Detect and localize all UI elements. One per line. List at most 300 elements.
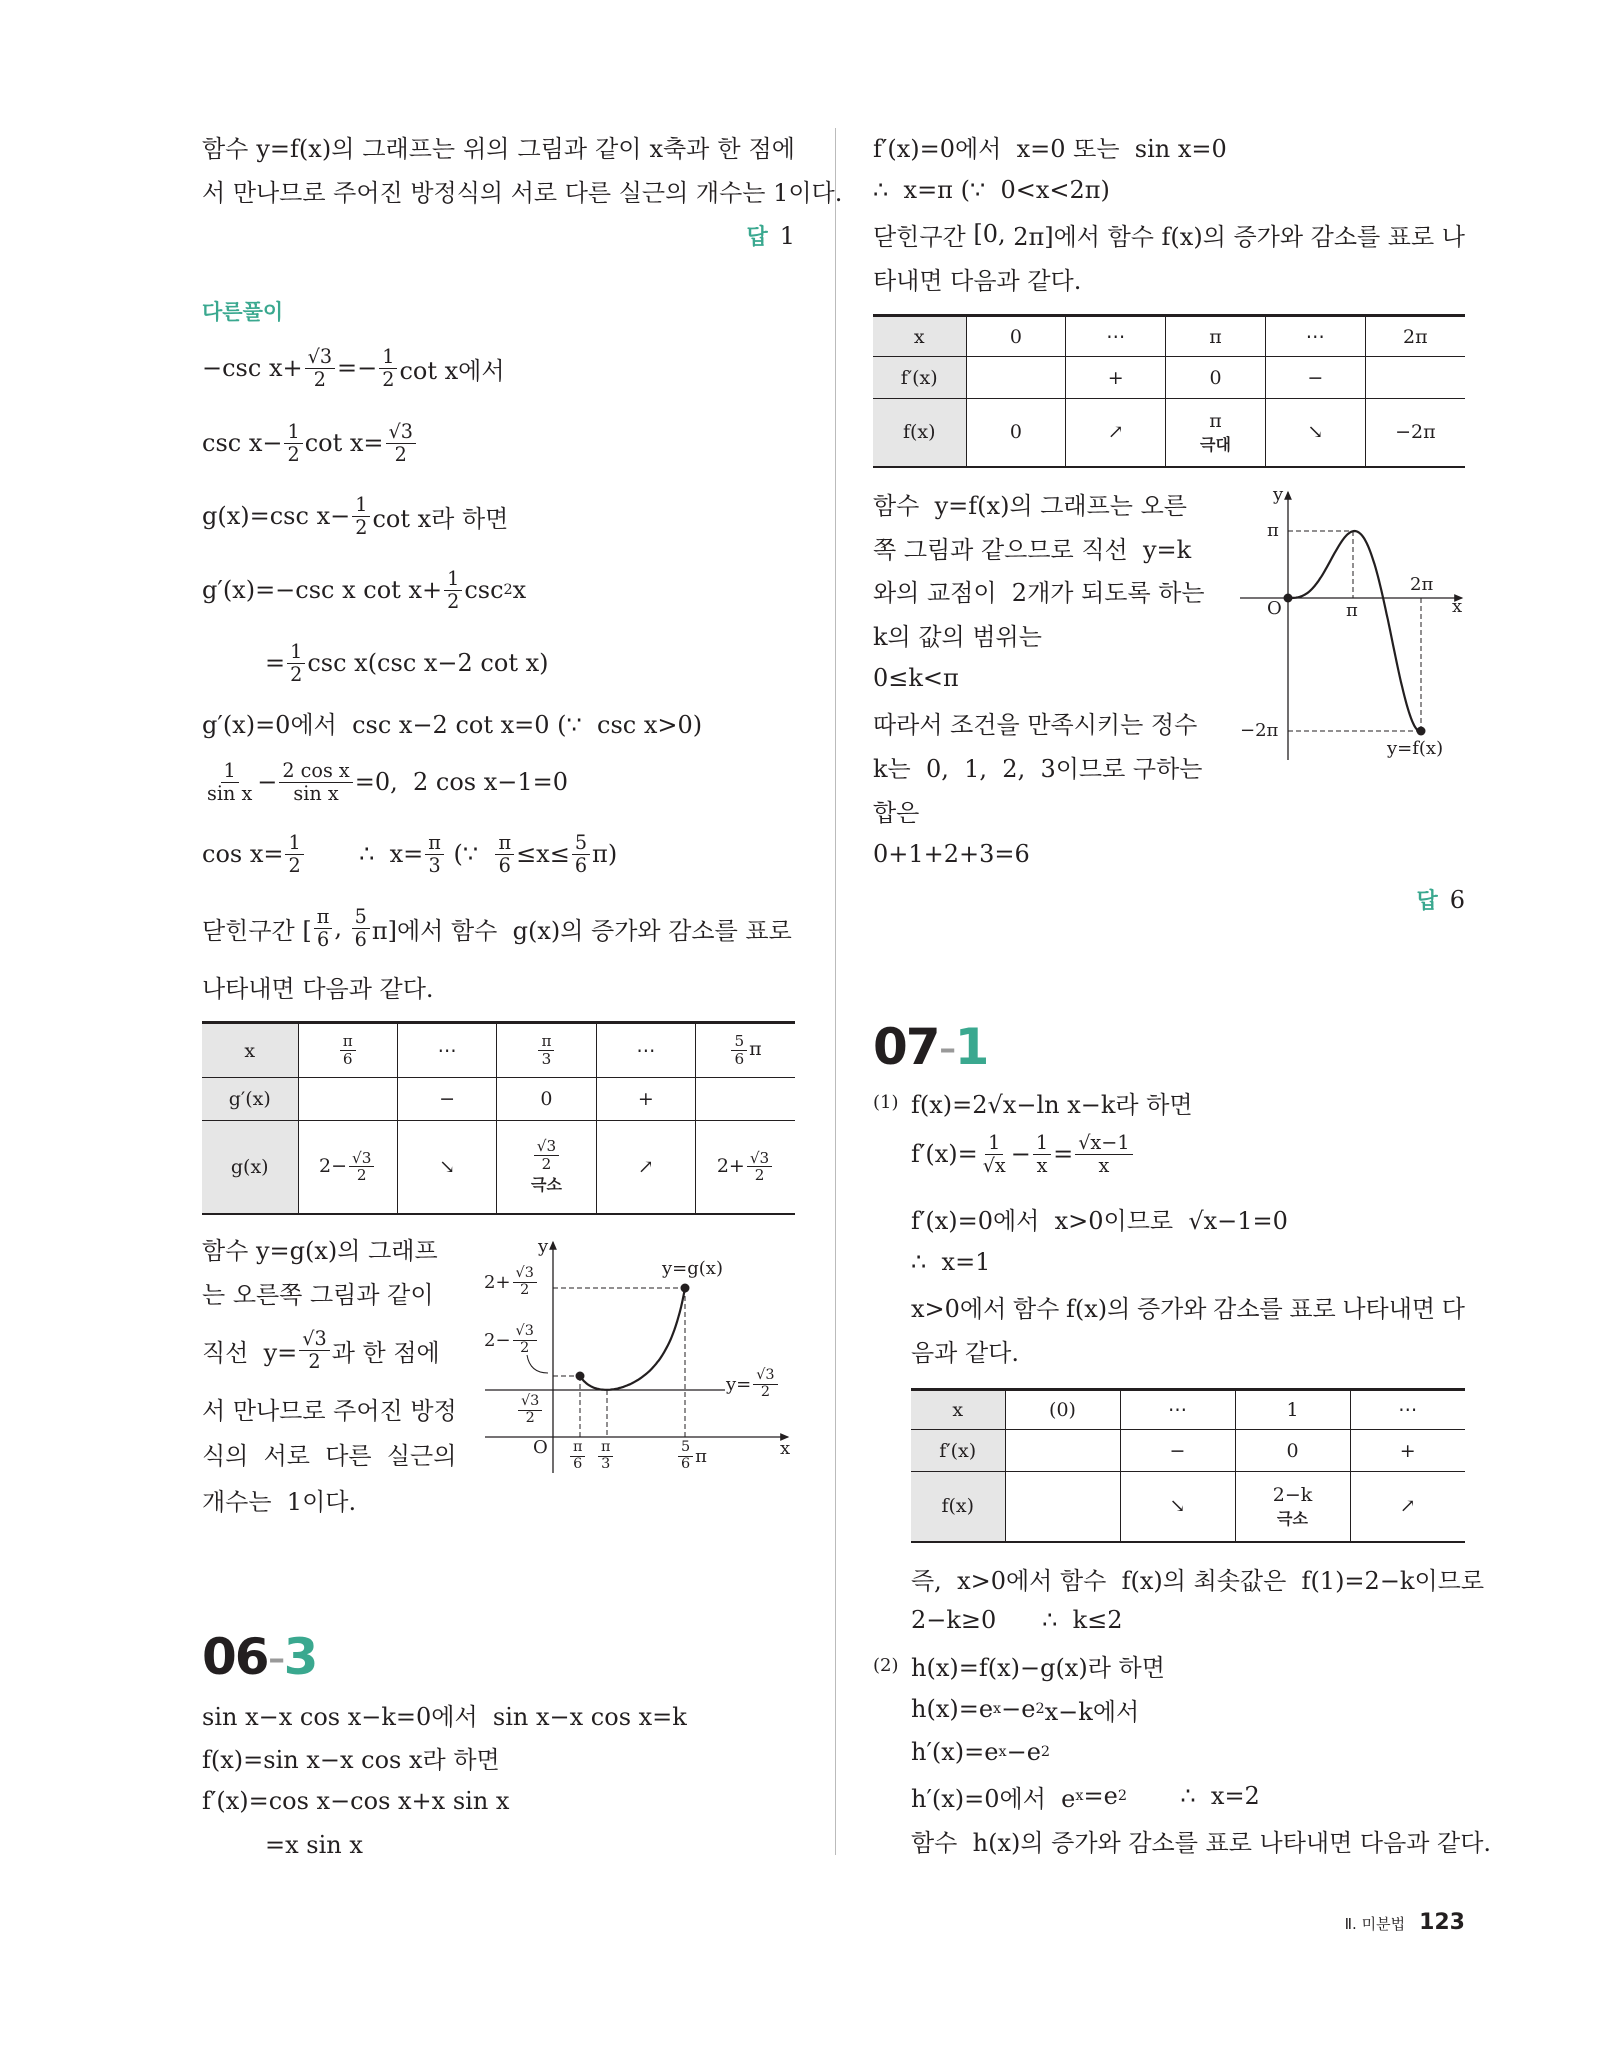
table-cell — [1005, 1472, 1120, 1542]
x-tick-2pi — [1410, 574, 1433, 595]
table-cell — [298, 1121, 397, 1214]
math-text: 6 — [342, 1050, 353, 1068]
fraction — [386, 421, 416, 464]
math-text: 3 — [541, 1050, 552, 1068]
math-text: −2π — [1240, 720, 1279, 741]
math-text: x — [512, 576, 527, 604]
math-text: y — [538, 1236, 549, 1257]
denominator — [284, 444, 302, 465]
math-text: ⋯ — [1168, 1399, 1187, 1421]
fraction — [352, 906, 370, 949]
text-line — [911, 1810, 1491, 1870]
denominator — [523, 1411, 538, 1427]
denominator — [517, 1341, 532, 1357]
extremum-label: 극소 — [1277, 1508, 1308, 1528]
fraction — [598, 1440, 613, 1473]
fraction — [305, 346, 335, 389]
math-text: √3 — [536, 1137, 557, 1156]
word: 감소를 — [1213, 1294, 1283, 1323]
math-text: 6 — [354, 927, 367, 951]
table-cell — [497, 1078, 596, 1121]
math-text: − — [1010, 1140, 1031, 1168]
word: 감소를 — [1310, 222, 1381, 251]
section-heading-06-3 — [202, 1628, 316, 1686]
word: 나 — [1441, 222, 1465, 251]
math-text: √3 — [521, 1393, 540, 1409]
word: 2π]에서 — [1013, 222, 1100, 251]
y-tick-pi — [1267, 520, 1279, 541]
fraction — [980, 1132, 1009, 1175]
math-text: f(x)=2√x−ln x−k라 하면 — [911, 1090, 1193, 1119]
fraction — [538, 1033, 554, 1067]
math-text: 2 — [760, 1383, 770, 1400]
line-label — [726, 1368, 780, 1401]
text-line — [873, 824, 1030, 884]
math-text: k는 0, 1, 2, 3이므로 구하는 — [873, 754, 1203, 783]
numerator — [279, 760, 352, 782]
numerator — [513, 1324, 537, 1341]
answer-value: 1 — [779, 221, 795, 250]
table-cell — [966, 316, 1066, 357]
numerator — [570, 1440, 585, 1457]
math-text: 서 만나므로 주어진 방정 — [202, 1396, 457, 1425]
table-cell — [1166, 399, 1266, 467]
math-text: 서 만나므로 주어진 방정식의 서로 다른 실근의 개수는 1이다. — [202, 178, 843, 207]
denominator — [354, 1167, 370, 1184]
math-text: = — [265, 649, 286, 677]
math-text: , — [334, 914, 350, 942]
math-text: x — [244, 1039, 256, 1062]
math-text: 6 — [681, 1455, 691, 1472]
y-tick-minus-2pi — [1240, 720, 1278, 741]
denominator — [1095, 1155, 1112, 1176]
numerator — [352, 494, 370, 516]
x-axis-label — [780, 1438, 790, 1459]
word: y=f(x)의 — [256, 134, 355, 163]
fraction — [425, 832, 444, 875]
table-cell — [1166, 357, 1266, 399]
denominator — [425, 855, 443, 876]
table-cell — [966, 357, 1066, 399]
denominator — [539, 1051, 555, 1068]
row-header-cell — [202, 1121, 298, 1214]
math-text: −e — [1001, 1695, 1036, 1723]
math-text: 2π — [1410, 574, 1434, 595]
text-line — [202, 1320, 440, 1380]
table-cell — [1120, 1472, 1235, 1542]
table-cell — [397, 1078, 496, 1121]
math-text: (0) — [1049, 1399, 1076, 1421]
math-text: 0≤k<π — [873, 664, 959, 692]
answer-6 — [1416, 884, 1465, 915]
denominator — [379, 369, 397, 390]
numerator — [305, 346, 335, 368]
table-cell — [1005, 1430, 1120, 1472]
superscript: x — [1075, 1788, 1084, 1804]
table-row — [873, 316, 1465, 357]
origin-label: O — [533, 1437, 548, 1458]
table-cell — [298, 1078, 397, 1121]
text-line — [873, 736, 1202, 796]
math-text: 따라서 조건을 만족시키는 정수 — [873, 710, 1198, 739]
fraction — [379, 346, 397, 389]
end-point — [1417, 727, 1426, 736]
math-text: 즉, x>0에서 함수 f(x)의 최솟값은 f(1)=2−k이므로 — [911, 1566, 1485, 1595]
math-text: 와의 교점이 2개가 되도록 하는 — [873, 578, 1205, 607]
math-text: cot x= — [304, 429, 384, 457]
math-text: ∴ x=π (∵ 0<x<2π) — [873, 176, 1110, 204]
table-cell — [1166, 316, 1266, 357]
text-line — [873, 248, 1081, 308]
equation — [202, 560, 526, 620]
math-text: 2+ — [716, 1154, 745, 1177]
math-text: ↗ — [637, 1155, 654, 1178]
denominator — [340, 1051, 356, 1068]
numerator — [349, 1150, 374, 1168]
math-text: 2 — [394, 442, 407, 466]
math-text: −2π — [1395, 421, 1436, 444]
y-tick-min — [516, 1394, 544, 1427]
math-text: π — [316, 905, 330, 929]
math-text: f′(x)=cos x−cos x+x sin x — [202, 1787, 510, 1815]
math-text: f′(x)=0에서 x=0 또는 sin x=0 — [873, 134, 1227, 163]
math-text: √x — [982, 1153, 1006, 1177]
math-text: csc x− — [202, 429, 283, 457]
math-text: f′(x)=0에서 x>0이므로 √x−1=0 — [911, 1206, 1288, 1235]
fraction — [444, 568, 462, 611]
equation — [202, 692, 702, 752]
table-row — [202, 1121, 795, 1214]
math-text: 함수 y=f(x)의 그래프는 오른 — [873, 491, 1187, 520]
fraction — [1075, 1132, 1132, 1175]
math-text: − — [1307, 366, 1324, 389]
denominator — [598, 1457, 613, 1473]
math-text: π — [1346, 600, 1358, 621]
answer-value: 6 — [1449, 885, 1465, 914]
math-text: 2 — [308, 1349, 321, 1373]
numerator — [285, 832, 303, 854]
table-cell — [497, 1121, 596, 1214]
math-text: =− — [337, 354, 378, 382]
text-line — [202, 1262, 434, 1322]
fraction — [340, 1033, 356, 1067]
table-cell — [1265, 357, 1365, 399]
section-sub: 1 — [954, 1018, 988, 1076]
math-text: 1 — [988, 1131, 1001, 1155]
table-cell — [1120, 1430, 1235, 1472]
numerator — [287, 641, 305, 663]
table-cell — [1066, 357, 1166, 399]
math-text: f(x) — [941, 1495, 975, 1518]
equation — [202, 486, 508, 546]
math-text: ∴ x=1 — [911, 1248, 991, 1276]
fraction — [285, 832, 303, 875]
math-text: π — [749, 1038, 762, 1061]
math-text: 개수는 1이다. — [202, 1487, 357, 1516]
math-text: ≤x≤ — [516, 840, 570, 868]
table-row — [911, 1430, 1465, 1472]
math-text: ⋯ — [437, 1039, 457, 1062]
denominator — [758, 1385, 773, 1401]
numerator — [386, 421, 416, 443]
chapter-label: Ⅱ. 미분법 — [1344, 1915, 1406, 1933]
word: 증가와 — [1233, 222, 1304, 251]
math-text: =x sin x — [265, 1831, 363, 1859]
text-line — [911, 1320, 1019, 1380]
origin-label: O — [1267, 598, 1282, 619]
word: 나타내면 — [1342, 1294, 1436, 1323]
math-text: 6 — [734, 1050, 745, 1068]
math-text: π — [342, 1032, 353, 1051]
denominator — [305, 1351, 323, 1372]
numerator — [1033, 1132, 1051, 1154]
math-text: 1 — [1286, 1399, 1299, 1421]
math-text: 1 — [288, 831, 301, 855]
math-text: h(x)=f(x)−g(x)라 하면 — [911, 1653, 1165, 1682]
math-text: π — [695, 1445, 707, 1467]
math-text: f(x)=sin x−x cos x라 하면 — [202, 1745, 500, 1774]
word: 표로 — [1289, 1294, 1336, 1323]
fraction — [513, 1324, 537, 1357]
superscript: x — [998, 1744, 1007, 1760]
numerator — [985, 1132, 1003, 1154]
math-text: g(x) — [230, 1155, 269, 1178]
math-text: √3 — [388, 420, 413, 444]
math-text: 쪽 그림과 같으므로 직선 y=k — [873, 535, 1192, 564]
math-text: y= — [726, 1373, 752, 1395]
table-cell — [1365, 316, 1465, 357]
numerator — [731, 1033, 747, 1051]
math-text: k의 값의 범위는 — [873, 622, 1042, 651]
numerator — [284, 421, 302, 443]
row-header-cell — [202, 1078, 298, 1121]
equation — [911, 1124, 1135, 1184]
math-text: ∴ x=2 — [1126, 1782, 1260, 1810]
math-text: + — [637, 1088, 654, 1110]
math-text: cot x라 하면 — [372, 504, 509, 533]
equation — [202, 338, 505, 398]
table-row — [202, 1023, 795, 1078]
math-text: √3 — [756, 1367, 775, 1383]
table-cell — [1005, 1390, 1120, 1430]
fraction — [678, 1440, 693, 1473]
denominator — [204, 783, 255, 804]
fraction — [731, 1033, 747, 1067]
math-text: 0+1+2+3=6 — [873, 840, 1030, 868]
math-text: 2 — [356, 1166, 367, 1185]
table-cell — [1235, 1430, 1350, 1472]
numerator — [747, 1150, 772, 1168]
math-text: 1 — [382, 345, 395, 369]
answer-1 — [746, 220, 795, 251]
math-text: + — [1107, 366, 1124, 389]
math-text: 1 — [223, 759, 236, 783]
part-label-2: (2) — [873, 1654, 899, 1676]
row-header-cell — [873, 316, 966, 357]
table-cell — [1066, 399, 1166, 467]
math-text: 닫힌구간 [ — [202, 916, 312, 945]
math-text: 2 — [382, 367, 395, 391]
math-text: √x−1 — [1078, 1131, 1130, 1155]
math-text: 5 — [354, 905, 367, 929]
table-cell — [696, 1078, 795, 1121]
numerator — [221, 760, 239, 782]
denominator — [311, 369, 329, 390]
y-axis-label — [1273, 484, 1283, 505]
fraction — [513, 1266, 537, 1299]
math-text: x — [780, 1438, 791, 1459]
superscript: 2 — [1117, 1788, 1127, 1804]
word: f(x)의 — [1161, 222, 1226, 251]
math-text: 2 — [525, 1409, 535, 1426]
math-text: ↘ — [1169, 1495, 1186, 1518]
math-text: ⋯ — [1398, 1399, 1418, 1421]
row-header-cell — [911, 1390, 1005, 1430]
row-header-cell — [911, 1430, 1005, 1472]
math-text: 직선 y= — [202, 1338, 298, 1367]
math-text: 0 — [540, 1088, 553, 1110]
table-row — [873, 357, 1465, 399]
math-text: f′(x) — [939, 1439, 977, 1462]
math-text: g′(x) — [228, 1088, 271, 1110]
table-cell — [1365, 399, 1465, 467]
math-text: 1 — [287, 420, 300, 444]
table-cell — [397, 1121, 496, 1214]
fraction — [314, 906, 333, 949]
word: f(x)의 — [1065, 1294, 1131, 1323]
math-text: h(x)=e — [911, 1695, 994, 1723]
section-heading-07-1 — [873, 1018, 987, 1076]
table-cell — [696, 1023, 795, 1078]
y-axis-label — [538, 1236, 548, 1257]
table-cell — [966, 399, 1066, 467]
table-row — [911, 1390, 1465, 1430]
table-cell — [298, 1023, 397, 1078]
math-text: 2π — [1403, 325, 1428, 348]
math-text: 0 — [1286, 1439, 1299, 1462]
word: 표로 — [1387, 222, 1435, 251]
math-text: 2 — [290, 662, 303, 686]
denominator — [980, 1155, 1009, 1176]
math-text: ⋯ — [1305, 325, 1325, 348]
math-text: √3 — [515, 1323, 534, 1339]
fraction — [204, 760, 255, 803]
math-text: csc x(csc x−2 cot x) — [307, 649, 549, 677]
math-text: 타내면 다음과 같다. — [873, 266, 1082, 295]
math-text: π — [541, 1032, 552, 1051]
math-text: x−k에서 — [1044, 1697, 1140, 1726]
numerator — [753, 1368, 777, 1385]
word: 그래프는 — [362, 134, 456, 163]
extremum-label: 극대 — [1200, 434, 1231, 454]
denominator — [285, 855, 303, 876]
math-text: cos x= — [202, 840, 284, 868]
section-dash: - — [938, 1018, 955, 1076]
start-point — [576, 1372, 585, 1381]
math-text: − — [257, 768, 278, 796]
math-text: ⋯ — [636, 1039, 656, 1062]
answer-label: 답 — [746, 225, 768, 250]
math-text: 0 — [1009, 421, 1022, 444]
numerator — [518, 1394, 542, 1411]
math-text: π — [1209, 325, 1222, 348]
start-point — [1284, 594, 1293, 603]
math-text: 1 — [447, 567, 460, 591]
math-text: sin x−x cos x−k=0에서 sin x−x cos x=k — [202, 1702, 687, 1731]
word: 증가와 — [1136, 1294, 1207, 1323]
text-line — [202, 160, 843, 220]
curve-g — [580, 1288, 685, 1390]
math-text: g′(x)=0에서 csc x−2 cot x=0 (∵ csc x>0) — [202, 710, 703, 739]
fraction — [570, 1440, 585, 1473]
math-text: 합은 — [873, 798, 920, 827]
math-text: π) — [592, 840, 618, 868]
math-text: 식의 서로 다른 실근의 — [202, 1441, 457, 1470]
guide-lines — [553, 1288, 685, 1437]
answer-label: 답 — [1416, 889, 1438, 914]
fraction — [495, 832, 514, 875]
numerator — [598, 1440, 613, 1457]
y-tick-top — [484, 1266, 539, 1299]
fraction — [1033, 1132, 1051, 1175]
word: 다 — [1441, 1294, 1465, 1323]
math-text: ↘ — [439, 1155, 456, 1178]
math-text: + — [1399, 1439, 1416, 1462]
math-text: 2− — [484, 1329, 511, 1351]
table-cell — [1066, 316, 1166, 357]
numerator — [425, 832, 444, 854]
math-text: π — [601, 1439, 611, 1455]
equation — [202, 752, 568, 812]
math-text: 5 — [574, 831, 588, 855]
math-text: 5 — [681, 1439, 691, 1455]
math-text: π — [1209, 409, 1222, 432]
denominator — [752, 1167, 768, 1184]
math-text: =0, 2 cos x−1=0 — [354, 768, 569, 796]
math-text: ↗ — [1399, 1495, 1416, 1518]
y-tick-start — [484, 1324, 539, 1357]
denominator — [290, 783, 341, 804]
section-dash: - — [267, 1628, 284, 1686]
equation — [911, 1072, 1193, 1132]
math-text: x — [1452, 596, 1463, 617]
math-text: ⋯ — [1106, 325, 1126, 348]
variation-table-1 — [911, 1388, 1465, 1543]
equation — [265, 1815, 363, 1875]
word: 닫힌구간 — [873, 222, 966, 251]
section-number: 07 — [873, 1018, 939, 1076]
word: 한 — [717, 134, 741, 163]
math-text: (∵ — [445, 840, 494, 868]
math-text: √3 — [352, 1148, 372, 1167]
math-text: 2+ — [484, 1271, 511, 1293]
denominator — [444, 591, 462, 612]
denominator — [352, 517, 370, 538]
math-text: g′(x)=−csc x cot x+ — [202, 576, 443, 604]
superscript: 2 — [503, 582, 513, 598]
equation — [265, 633, 549, 693]
text-line — [202, 898, 792, 958]
table-cell — [596, 1121, 695, 1214]
table-row — [911, 1472, 1465, 1542]
x-tick-pi — [1346, 600, 1358, 621]
table-cell — [1350, 1390, 1465, 1430]
part-label-1: (1) — [873, 1091, 899, 1113]
denominator — [287, 664, 305, 685]
word: 같이 — [595, 134, 642, 163]
math-text: x — [952, 1399, 964, 1421]
pointer-arrow — [527, 1355, 548, 1373]
